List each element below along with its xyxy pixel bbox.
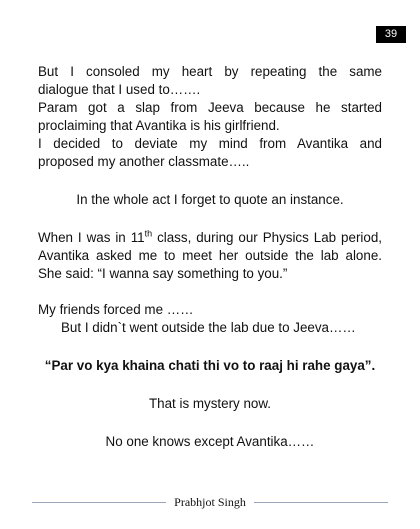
text-line: dialogue that I used to…….	[38, 82, 201, 97]
footer-author: Prabhjot Singh	[174, 494, 246, 509]
text-line: In the whole act I forget to quote an instance.	[76, 192, 344, 207]
text-line: That is mystery now.	[148, 396, 272, 411]
text-line: My friends forced me ……	[38, 302, 194, 317]
text-line: proposed my another classmate…..	[38, 154, 250, 169]
page-footer	[32, 494, 388, 510]
text-fragment: When I was in 11	[38, 230, 145, 245]
text-line: She said: “I wanna say something to you.”	[38, 266, 288, 281]
footer-rule-left	[32, 502, 166, 503]
text-fragment: class, during our Physics Lab period,	[152, 230, 382, 245]
text-line: But I consoled my heart by repeating the same	[38, 64, 382, 79]
text-line: Avantika asked me to meet her outside the lab alone.	[38, 248, 382, 263]
text-line: But I didn`t went outside the lab due to Jeeva……	[61, 320, 356, 335]
page-content	[38, 63, 382, 451]
text-line: I decided to deviate my mind from Avantika and	[38, 136, 382, 151]
footer-rule-right	[254, 502, 388, 503]
page-number: 39	[376, 26, 406, 43]
text-line: proclaiming that Avantika is his girlfriend.	[38, 118, 280, 133]
text-line	[38, 229, 382, 247]
quote-line: “Par vo kya khaina chati thi vo to raaj hi rahe gaya”.	[44, 358, 376, 373]
text-line: No one knows except Avantika……	[105, 434, 315, 449]
superscript: th	[144, 228, 153, 239]
text-line: Param got a slap from Jeeva because he started	[38, 100, 382, 115]
